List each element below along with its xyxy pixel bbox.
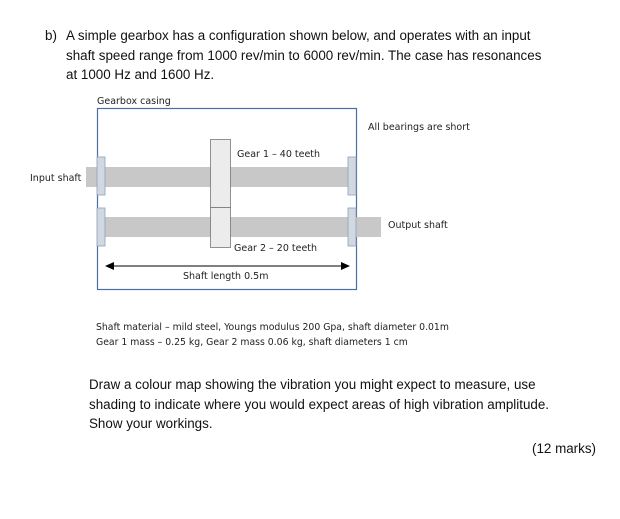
gear-1 <box>211 140 231 208</box>
bearing-left-input <box>97 157 105 195</box>
bearings-note: All bearings are short <box>368 122 470 133</box>
question-line: at 1000 Hz and 1600 Hz. <box>66 67 215 82</box>
task-text <box>89 375 609 434</box>
output-shaft <box>99 217 381 237</box>
specs-block <box>96 320 449 350</box>
shaft-length-label: Shaft length 0.5m <box>183 271 269 282</box>
spec-line: Gear 1 mass – 0.25 kg, Gear 2 mass 0.06 kg, shaft diameters 1 cm <box>96 337 408 348</box>
output-shaft-label: Output shaft <box>388 220 448 231</box>
bearing-right-output <box>348 208 356 246</box>
arrow-head-left <box>105 262 114 270</box>
marks-label: (12 marks) <box>532 441 596 456</box>
gear-1-label: Gear 1 – 40 teeth <box>237 149 321 160</box>
gear-2 <box>211 208 231 248</box>
casing-label: Gearbox casing <box>97 96 171 107</box>
task-line: Draw a colour map showing the vibration you might expect to measure, use <box>89 377 536 392</box>
input-shaft-label: Input shaft <box>30 173 82 184</box>
task-line: shading to indicate where you would expect areas of high vibration amplitude. <box>89 396 550 412</box>
bearing-left-output <box>97 208 105 246</box>
question-line: A simple gearbox has a configuration shown below, and operates with an input <box>66 28 531 43</box>
bearing-right-input <box>348 157 356 195</box>
gear-2-label: Gear 2 – 20 teeth <box>234 243 318 254</box>
spec-line: Shaft material – mild steel, Youngs modulus 200 Gpa, shaft diameter 0.01m <box>96 322 449 333</box>
task-line: Show your workings. <box>89 416 213 431</box>
question-label: b) <box>45 28 57 43</box>
question-line: shaft speed range from 1000 rev/min to 6000 rev/min. The case has resonances <box>66 47 542 63</box>
arrow-head-right <box>341 262 350 270</box>
